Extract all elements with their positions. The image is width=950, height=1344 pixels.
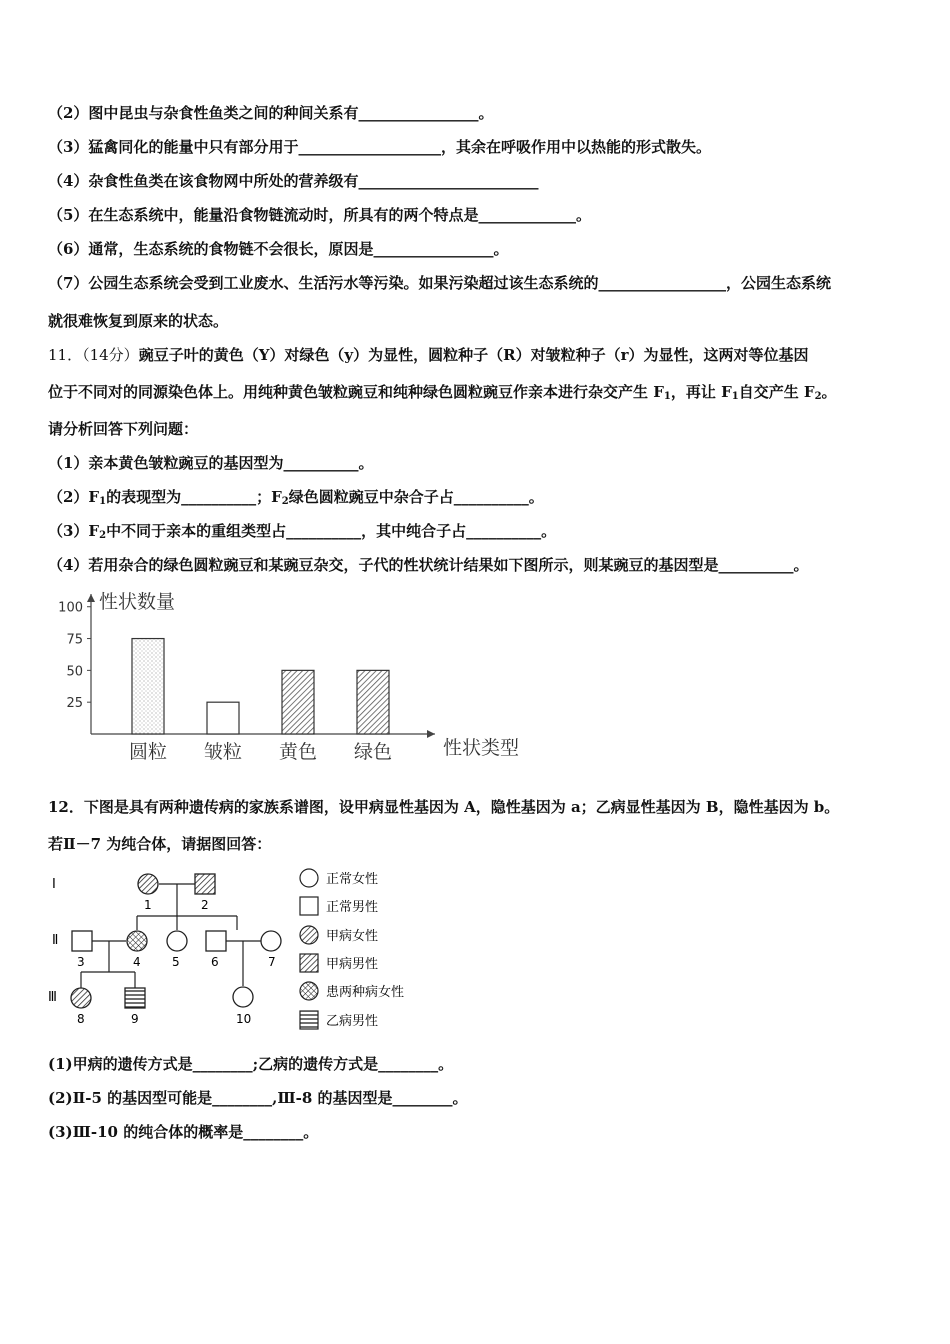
legend-disease-a-male-symbol: [300, 954, 318, 972]
q11-stem-text2c: 自交产生 F: [738, 383, 815, 401]
individual-label-10: 10: [236, 1012, 252, 1026]
individual-label-4: 4: [133, 955, 141, 969]
y-tick-label: 25: [66, 696, 83, 712]
q12-part2: (2)Ⅱ-5 的基因型可能是________,Ⅲ-8 的基因型是________。: [48, 1089, 468, 1107]
y-tick-label: 75: [66, 632, 83, 648]
legend-normal-female-symbol: [300, 869, 318, 887]
q11-part2: [48, 487, 544, 512]
subscript: 2: [281, 496, 289, 507]
legend-disease-a-male-label: 甲病男性: [326, 957, 379, 972]
q12-part1: (1)甲病的遗传方式是________;乙病的遗传方式是________。: [48, 1055, 454, 1073]
bar-2: [207, 702, 239, 734]
individual-6-normal-male: [206, 931, 226, 951]
legend-disease-a-female-symbol: [300, 926, 318, 944]
individual-9-affected-male-b: [125, 988, 145, 1008]
q11-stem-text1: 豌豆子叶的黄色（Y）对绿色（y）为显性，圆粒种子（R）对皱粒种子（r）为显性，这两对等位基因: [138, 346, 809, 364]
generation-label-3: Ⅲ: [48, 990, 57, 1005]
pedigree-chart: [48, 866, 448, 1036]
q12-stem-line2: 若Ⅱ－7 为纯合体，请据图回答：: [48, 835, 272, 853]
x-tick-label: 黄色: [278, 741, 318, 763]
individual-label-8: 8: [77, 1012, 85, 1026]
generation-label-1: Ⅰ: [52, 877, 56, 892]
individual-5-normal-female: [167, 931, 187, 951]
q10-part7-cont: 就很难恢复到原来的状态。: [48, 312, 229, 330]
q11-stem-line2: [48, 382, 837, 407]
trait-bar-chart: [55, 584, 555, 774]
individual-8-affected-female-a: [71, 988, 91, 1008]
individual-4-both-diseases-female: [127, 931, 147, 951]
bar-3: [282, 670, 314, 734]
q11-part2-c: 绿色圆粒豌豆中杂合子占__________。: [288, 488, 544, 506]
q11-stem-text2a: 位于不同对的同源染色体上。用纯种黄色皱粒豌豆和纯种绿色圆粒豌豆作亲本进行杂交产生 F: [48, 383, 664, 401]
y-tick-label: 100: [58, 600, 83, 616]
legend-disease-b-male-label: 乙病男性: [326, 1014, 379, 1029]
subscript: 1: [663, 391, 671, 402]
q11-stem-text2b: ，再让 F: [670, 383, 732, 401]
q11-part2-b: 的表现型为__________；F: [106, 488, 282, 506]
legend-disease-b-male-symbol: [300, 1011, 318, 1029]
q11-number: 11．（14分）: [48, 346, 139, 364]
individual-3-normal-male: [72, 931, 92, 951]
generation-label-2: Ⅱ: [52, 933, 59, 948]
q10-part7: （7）公园生态系统会受到工业废水、生活污水等污染。如果污染超过该生态系统的_________________，公园生态系统: [48, 274, 831, 292]
individual-label-5: 5: [172, 955, 180, 969]
q12-part3: (3)Ⅲ-10 的纯合体的概率是________。: [48, 1123, 319, 1141]
x-tick-label: 皱粒: [203, 741, 243, 763]
bar-1: [132, 639, 164, 734]
legend-both-diseases-female-label: 患两种病女性: [326, 985, 405, 1000]
q11-part2-a: （2）F: [48, 488, 100, 506]
q11-part3-b: 中不同于亲本的重组类型占__________，其中纯合子占__________。: [106, 522, 557, 540]
subscript: 1: [731, 391, 739, 402]
subscript: 2: [814, 391, 822, 402]
individual-10-normal-female: [233, 987, 253, 1007]
y-axis-title: 性状数量: [99, 591, 176, 613]
individual-label-9: 9: [131, 1012, 139, 1026]
q10-part6: （6）通常，生态系统的食物链不会很长，原因是________________。: [48, 240, 509, 258]
x-axis-title: 性状类型: [443, 737, 520, 759]
x-axis-arrow: [427, 730, 435, 738]
legend-both-diseases-female-symbol: [300, 982, 318, 1000]
q11-stem-line3: 请分析回答下列问题：: [48, 420, 199, 438]
x-tick-label: 绿色: [353, 741, 393, 763]
subscript: 2: [99, 530, 107, 541]
q11-part1: （1）亲本黄色皱粒豌豆的基因型为__________。: [48, 454, 374, 472]
q11-part3-a: （3）F: [48, 522, 100, 540]
individual-2-affected-male-a: [195, 874, 215, 894]
y-tick-label: 50: [66, 664, 83, 680]
individual-1-affected-female-a: [138, 874, 158, 894]
q11-part3: [48, 521, 556, 546]
legend-normal-female-label: 正常女性: [326, 872, 379, 887]
q10-part5: （5）在生态系统中，能量沿食物链流动时，所具有的两个特点是_____________。: [48, 206, 591, 224]
q10-part3: （3）猛禽同化的能量中只有部分用于___________________，其余在呼吸作用中以热能的形式散失。: [48, 138, 711, 156]
individual-label-6: 6: [211, 955, 219, 969]
individual-7-normal-female: [261, 931, 281, 951]
q11-stem-line1: [48, 345, 809, 365]
x-tick-label: 圆粒: [128, 741, 168, 763]
q10-part2: （2）图中昆虫与杂食性鱼类之间的种间关系有________________。: [48, 104, 494, 122]
individual-label-2: 2: [201, 898, 209, 912]
y-axis-arrow: [87, 594, 95, 602]
individual-label-3: 3: [77, 955, 85, 969]
individual-label-7: 7: [268, 955, 276, 969]
q11-stem-text2d: 。: [821, 383, 837, 401]
q11-part4: （4）若用杂合的绿色圆粒豌豆和某豌豆杂交，子代的性状统计结果如下图所示，则某豌豆的基因型是__________。: [48, 556, 809, 574]
subscript: 1: [99, 496, 107, 507]
legend-normal-male-symbol: [300, 897, 318, 915]
q10-part4: （4）杂食性鱼类在该食物网中所处的营养级有________________________: [48, 172, 539, 190]
q12-stem-line1: 12．下图是具有两种遗传病的家族系谱图，设甲病显性基因为 A，隐性基因为 a；乙病显性基因为 B，隐性基因为 b。: [48, 798, 840, 816]
individual-label-1: 1: [144, 898, 152, 912]
legend-normal-male-label: 正常男性: [326, 900, 379, 915]
bar-4: [357, 670, 389, 734]
legend-disease-a-female-label: 甲病女性: [326, 929, 379, 944]
